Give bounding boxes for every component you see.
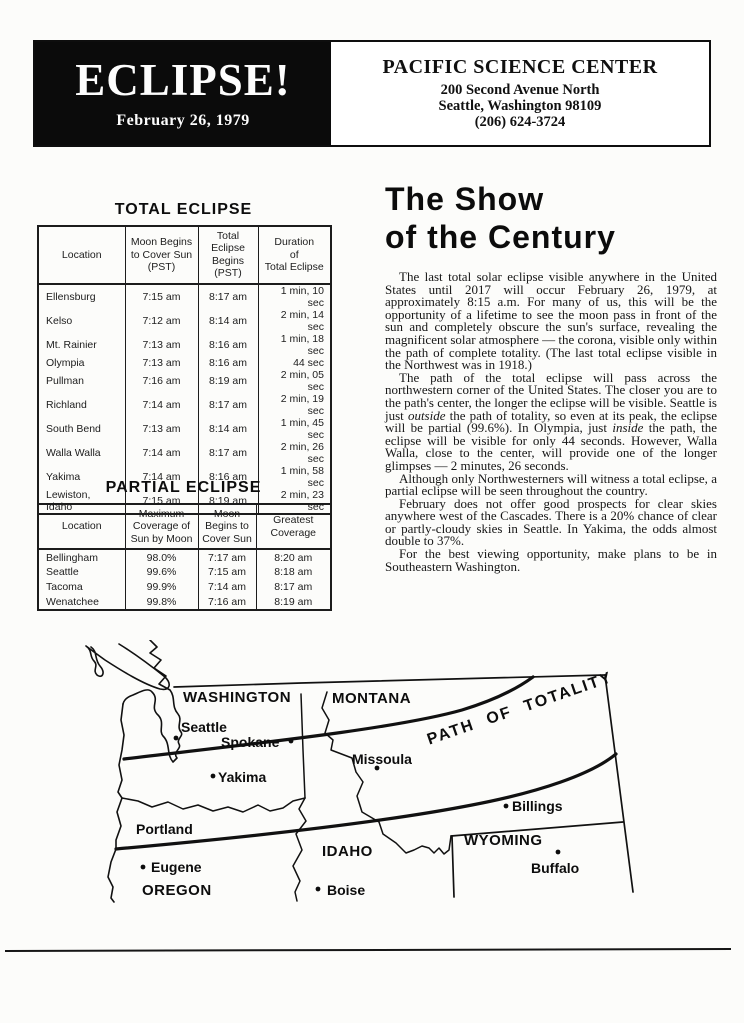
total-eclipse-table-title: TOTAL ECLIPSE [114, 201, 253, 218]
article-paragraph: For the best viewing opportunity, make plans to be in Southeastern Washington. [385, 546, 717, 574]
map-label-yakima: Yakima [218, 769, 267, 785]
table-cell: 99.6% [125, 565, 198, 580]
map-label-portland: Portland [136, 821, 193, 837]
table-cell: Olympia [46, 356, 85, 369]
table-row [38, 357, 331, 369]
partial-eclipse-table-title: PARTIAL ECLIPSE [105, 479, 262, 496]
table-cell: 8:19 am [198, 369, 258, 393]
table-cell: 7:16 am [198, 594, 256, 610]
map-oregon-idaho-border [293, 798, 306, 901]
article-paragraph: The path of the total eclipse will pass across the northwestern corner of the United States. The closer you are to the path's center, the longer the eclipse will be visible. Seattle is just outside the path of totality, so even at its peak, the eclipse will be partial (99.6%). In Olympia, just inside the path, the eclipse will be visible for only 44 seconds. However, Walla Walla, close to the center, will provide one of the longer glimpses — 2 minutes, 26 seconds. [385, 369, 717, 473]
table-cell: 7:14 am [125, 465, 198, 489]
map-drawing [0, 640, 744, 960]
map-label-wyoming: WYOMING [464, 832, 543, 849]
map-washington-idaho-border [301, 694, 305, 798]
table-column-header: Location [38, 504, 125, 549]
table-column-header: Moon Begins to Cover Sun [198, 504, 256, 549]
table-cell: Wenatchee [46, 595, 99, 608]
table-cell: 8:16 am [198, 357, 258, 369]
table-cell: 8:14 am [198, 417, 258, 441]
table-cell: 99.9% [125, 580, 198, 595]
table-column-header: Maximum Coverage of Sun by Moon [125, 504, 198, 549]
map-canada-border [174, 675, 605, 687]
table-cell: 8:16 am [198, 333, 258, 357]
table-row [38, 580, 331, 595]
table-cell: 7:15 am [125, 284, 198, 309]
table-row [38, 417, 331, 441]
table-cell: Bellingham [46, 551, 98, 564]
table-row [38, 309, 331, 333]
table-cell: 7:13 am [125, 357, 198, 369]
masthead [33, 40, 711, 147]
table-cell: 2 min, 05 sec [258, 369, 331, 393]
table-cell: 8:17 am [198, 393, 258, 417]
table-header-row [38, 226, 331, 284]
table-cell: 8:14 am [198, 309, 258, 333]
table-cell: 8:17 am [198, 284, 258, 309]
table-row [38, 393, 331, 417]
map-vancouver-island [86, 644, 169, 689]
table-cell: Kelso [46, 314, 73, 327]
table-cell: 2 min, 14 sec [258, 309, 331, 333]
table-cell: Walla Walla [46, 446, 101, 459]
table-header-row [38, 504, 331, 549]
map-label-boise: Boise [327, 882, 366, 898]
table-cell: 7:14 am [198, 580, 256, 595]
spokane-dot [289, 739, 294, 744]
table-cell: Ellensburg [46, 290, 96, 303]
table-column-header: Location [38, 226, 125, 284]
map-washington-oregon-border [122, 798, 305, 812]
table-cell: 1 min, 58 sec [258, 465, 331, 489]
eclipse-path-map [0, 640, 744, 960]
table-cell: 2 min, 19 sec [258, 393, 331, 417]
table-cell: 2 min, 23 sec [258, 489, 331, 514]
table-cell: 8:17 am [256, 580, 331, 595]
map-label-washington: WASHINGTON [183, 689, 292, 706]
table-cell: Tacoma [46, 580, 83, 593]
table-cell: 1 min, 18 sec [258, 333, 331, 357]
table-row [38, 565, 331, 580]
map-label-buffalo: Buffalo [531, 860, 580, 876]
table-cell: 7:15 am [125, 489, 198, 514]
table-cell: Seattle [46, 566, 79, 579]
map-label-oregon: OREGON [142, 882, 212, 899]
map-pacific-coastline [108, 704, 124, 902]
table-row [38, 549, 331, 565]
table-cell: Richland [46, 398, 87, 411]
table-cell: 7:13 am [125, 333, 198, 357]
seattle-dot [174, 736, 179, 741]
article-paragraph: The last total solar eclipse visible anywhere in the United States until 2017 will occur February 26, 1979, at approximately 8:15 a.m. For many of us, this will be the opportunity of a lifetime to see the moon pass in front of the sun and completely obscure the sun's surface, revealing the magnificent solar atmosphere — the corona, visible only within the path of complete totality. (The last total eclipse visible in the Northwest was in 1918.) [385, 269, 717, 373]
table-column-header: Total Eclipse Begins (PST) [198, 226, 258, 284]
article-title [385, 180, 717, 256]
table-row [38, 594, 331, 610]
table-cell: South Bend [46, 422, 101, 435]
total-eclipse-table [37, 225, 332, 515]
table-column-header: Duration of Total Eclipse [258, 226, 331, 284]
table-cell: 1 min, 45 sec [258, 417, 331, 441]
path-of-totality-label: PATH OF TOTALITY [425, 668, 616, 749]
map-puget-sound-coast [123, 640, 182, 762]
masthead-title-block [35, 42, 331, 145]
table-cell: 7:13 am [125, 417, 198, 441]
org-address-line1: 200 Second Avenue North [440, 81, 600, 98]
table-row [38, 441, 331, 465]
table-cell: 44 sec [258, 357, 331, 369]
map-label-eugene: Eugene [151, 859, 202, 875]
map-label-spokane: Spokane [221, 734, 280, 750]
article-body [385, 271, 717, 573]
yakima-dot [211, 774, 216, 779]
org-address-line2: Seattle, Washington 98109 [438, 98, 602, 115]
table-cell: 7:12 am [125, 309, 198, 333]
article-paragraph: Although only Northwesterners will witness a total eclipse, a partial eclipse will be seen throughout the country. [385, 470, 717, 499]
article-title-line2: of the Century [385, 219, 616, 255]
table-cell: 7:17 am [198, 549, 256, 565]
map-label-seattle: Seattle [181, 719, 227, 735]
table-cell: 8:19 am [198, 489, 258, 514]
buffalo-dot [556, 850, 561, 855]
table-cell: Lewiston, Idaho [46, 488, 91, 513]
article-paragraph: February does not offer good prospects for clear skies anywhere west of the Cascades. There is a 20% chance of clear or partly-cloudy skies in Seattle. In Yakima, the odds almost double to 37%. [385, 495, 717, 549]
table-cell: 7:14 am [125, 441, 198, 465]
table-cell: 2 min, 26 sec [258, 441, 331, 465]
table-cell: 8:18 am [256, 565, 331, 580]
table-cell: 98.0% [125, 549, 198, 565]
map-label-billings: Billings [512, 798, 563, 814]
table-cell: 7:15 am [198, 565, 256, 580]
partial-eclipse-table [37, 503, 332, 611]
table-cell: 99.8% [125, 594, 198, 610]
org-name: PACIFIC SCIENCE CENTER [382, 56, 658, 79]
table-row [38, 333, 331, 357]
masthead-org-block [331, 42, 709, 145]
table-column-header: Moon Begins to Cover Sun (PST) [125, 226, 198, 284]
map-wyoming-west-border [452, 836, 454, 897]
newsletter-title: ECLIPSE! [75, 54, 291, 105]
table-cell: 8:16 am [198, 465, 258, 489]
article-title-line1: The Show [385, 181, 545, 217]
table-cell: Mt. Rainier [46, 338, 97, 351]
table-cell: 1 min, 10 sec [258, 284, 331, 309]
table-cell: 7:16 am [125, 369, 198, 393]
table-cell: 7:14 am [125, 393, 198, 417]
article [385, 180, 717, 573]
table-cell: Yakima [46, 470, 81, 483]
table-cell: Pullman [46, 374, 84, 387]
table-row [38, 369, 331, 393]
newsletter-date: February 26, 1979 [116, 111, 250, 129]
eugene-dot [141, 865, 146, 870]
map-label-montana: MONTANA [332, 690, 412, 707]
table-cell: 8:20 am [256, 549, 331, 565]
table-row [38, 284, 331, 309]
org-phone: (206) 624-3724 [474, 114, 566, 131]
boise-dot [316, 887, 321, 892]
table-column-header: Greatest Coverage [256, 504, 331, 549]
map-label-idaho: IDAHO [322, 843, 373, 860]
map-east-border [605, 675, 633, 892]
map-label-missoula: Missoula [352, 751, 412, 767]
table-cell: 8:17 am [198, 441, 258, 465]
table-cell: 8:19 am [256, 594, 331, 610]
billings-dot [504, 804, 509, 809]
